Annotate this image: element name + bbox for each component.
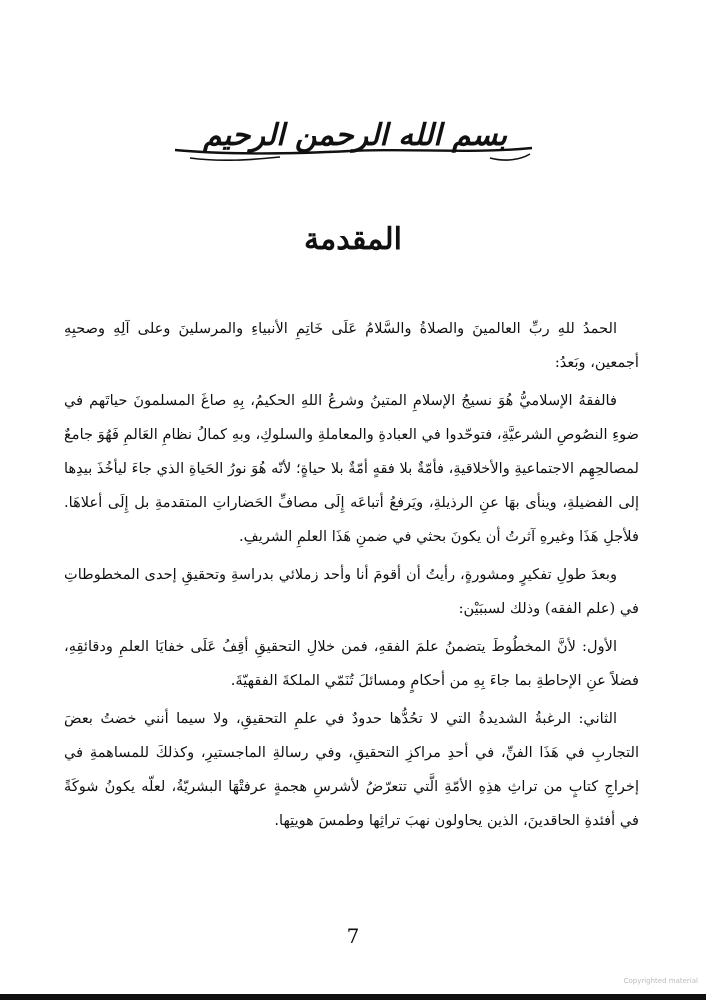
page-number: 7 bbox=[346, 924, 360, 948]
body-text bbox=[64, 312, 639, 842]
page-title: المقدمة bbox=[304, 222, 402, 257]
basmala-text: بسم الله الرحمن الرحيم bbox=[202, 118, 508, 153]
copyright-watermark: Copyrighted material bbox=[623, 977, 698, 985]
basmala-calligraphy bbox=[170, 110, 540, 170]
paragraph-3: وبعدَ طولِ تفكيرٍ ومشورةٍ، رأيتُ أن أقومَ أنا وأحد زملائي بدراسةِ وتحقيقِ إحدى المخطوطاتِ في (علم الفقه) وذلك لسببَيْن: bbox=[64, 566, 639, 617]
paragraph-4: الأول: لأنَّ المخطُوطَ يتضمنُ علمَ الفقهِ، فمن خلالِ التحقيقِ أقِفُ عَلَى خفايَا العلمِ ودقائقِهِ، فضلاً عنِ الإحاطةِ بما جاءَ بِهِ من أحكامٍ ومسائلَ تُنَمّي الملكةَ الفقهيّةَ. bbox=[64, 638, 639, 689]
bottom-border bbox=[0, 994, 706, 1000]
paragraph-1: الحمدُ للهِ ربِّ العالمينَ والصلاةُ والسَّلامُ عَلَى خَاتِمِ الأنبياءِ والمرسلينَ وعلى آلِهِ وصحبِهِ أجمعين، وبَعدُ: bbox=[64, 320, 639, 371]
paragraph-5: الثاني: الرغبةُ الشديدةُ التي لا تحُدُّها حدودٌ في علمِ التحقيقِ، ولا سيما أنني خضتُ بعضَ التجاربِ في هَذَا الفنِّ، في أحدِ مراكزِ التحقيقِ، وفي رسالةِ الماجستيرِ، وكذلكَ للمساهمةِ في إخراجِ كتابٍ من تراثِ هذِهِ الأمّةِ الَّتي تتعرّضُ لأشرسِ هجمةٍ عرفتْهَا البشريّةُ، لعلّه يكونُ شوكَةً في أفئدةِ الحاقدينَ، الذين يحاولون نهبَ تراثِها وطمسَ هويتِها. bbox=[64, 710, 639, 829]
paragraph-2: فالفقهُ الإسلاميُّ هُوَ نسيجُ الإسلامِ المتينُ وشرعُ اللهِ الحكيمُ، بِهِ صاغَ المسلمونَ حياتَهم في ضوءِ النصُوصِ الشرعيَّةِ، فتوحّدوا في العبادةِ والمعاملةِ والسلوكِ، وبهِ كمالُ نظامِ العَالمِ فَهُوَ جامعٌ لمصالحِهِم الاجتماعيةِ والأخلاقيةِ، فأمّةٌ بلا فقهٍ أمّةٌ بلا حياةٍ؛ لأنّه هُوَ نورُ الحَياةِ الذي جاءَ ليأخُذَ بيدِها إلى الفضيلةِ، وينأى بهَا عنِ الرذيلةِ، ويَرفعُ أتباعَه إِلَى مصافِّ الحَضاراتِ المتقدمةِ بل إِلَى أعلاهَا. فلأجلِ هَذَا وغيرهِ آثرتُ أن يكونَ بحثي في ضمنِ هَذَا العلمِ الشريفِ. bbox=[64, 392, 639, 545]
